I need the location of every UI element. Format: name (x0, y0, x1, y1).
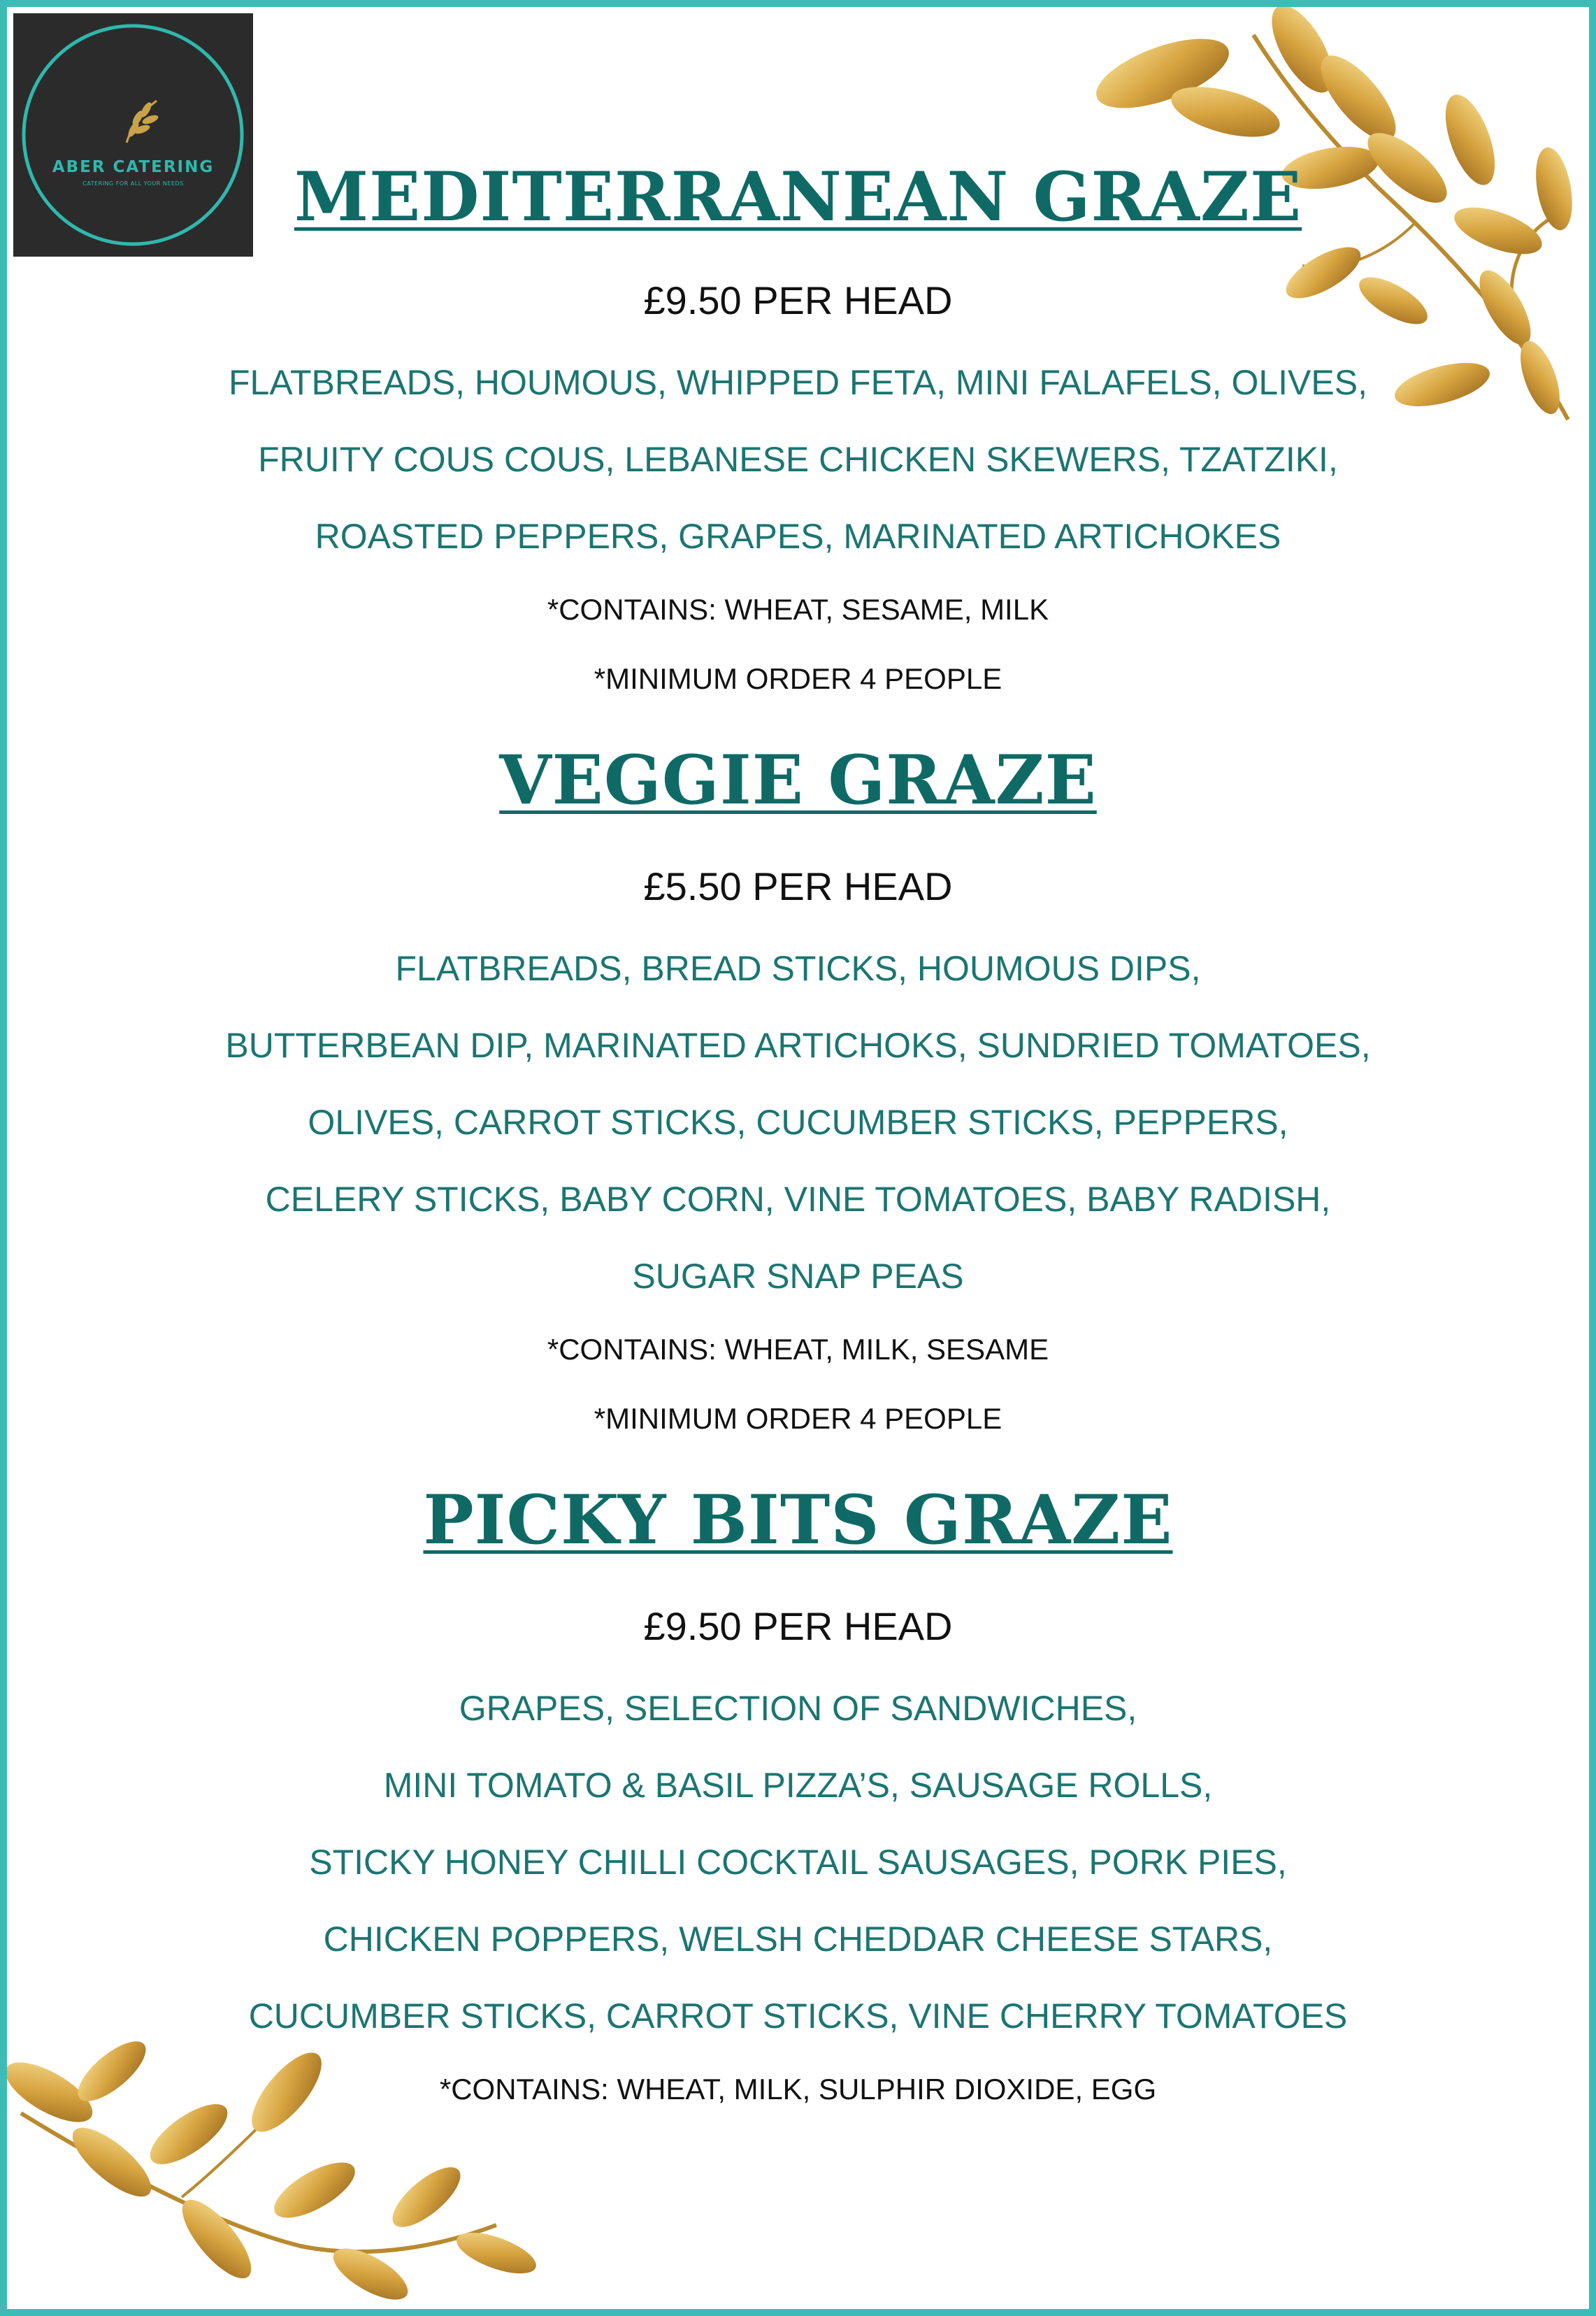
logo-brand-name: ABER CATERING (52, 158, 215, 176)
menu-items-line: GRAPES, SELECTION OF SANDWICHES, (459, 1689, 1137, 1728)
menu-items-line: CHICKEN POPPERS, WELSH CHEDDAR CHEESE STARS, (323, 1920, 1273, 1959)
menu-items-line: BUTTERBEAN DIP, MARINATED ARTICHOKS, SUNDRIED TOMATOES, (225, 1026, 1371, 1065)
section-price-picky-bits: £9.50 PER HEAD (643, 1604, 953, 1648)
menu-items-line: FRUITY COUS COUS, LEBANESE CHICKEN SKEWERS, TZATZIKI, (258, 440, 1338, 479)
golden-leaves-bottom-decoration (7, 2015, 552, 2309)
menu-items-line: MINI TOMATO & BASIL PIZZA’S, SAUSAGE ROLLS, (383, 1766, 1213, 1805)
section-title-veggie: VEGGIE GRAZE (499, 741, 1097, 820)
menu-items-line: CELERY STICKS, BABY CORN, VINE TOMATOES, BABY RADISH, (265, 1180, 1331, 1219)
menu-items-line: STICKY HONEY CHILLI COCKTAIL SAUSAGES, PORK PIES, (309, 1843, 1287, 1882)
menu-items-line: ROASTED PEPPERS, GRAPES, MARINATED ARTICHOKES (315, 517, 1281, 556)
menu-items-line: SUGAR SNAP PEAS (632, 1257, 964, 1296)
section-price-veggie: £5.50 PER HEAD (643, 864, 953, 908)
logo-tagline: CATERING FOR ALL YOUR NEEDS (82, 180, 184, 187)
allergen-note: *CONTAINS: WHEAT, MILK, SESAME (547, 1333, 1049, 1366)
menu-items-line: FLATBREADS, HOUMOUS, WHIPPED FETA, MINI FALAFELS, OLIVES, (228, 363, 1367, 402)
menu-items-line: FLATBREADS, BREAD STICKS, HOUMOUS DIPS, (395, 949, 1201, 988)
menu-items-line: OLIVES, CARROT STICKS, CUCUMBER STICKS, PEPPERS, (308, 1103, 1288, 1142)
section-price-mediterranean: £9.50 PER HEAD (643, 278, 953, 322)
minimum-order-note: *MINIMUM ORDER 4 PEOPLE (594, 1402, 1002, 1435)
section-title-picky-bits: PICKY BITS GRAZE (423, 1480, 1173, 1559)
minimum-order-note: *MINIMUM ORDER 4 PEOPLE (594, 662, 1002, 695)
allergen-note: *CONTAINS: WHEAT, MILK, SULPHIR DIOXIDE, EGG (439, 2073, 1157, 2106)
section-title-mediterranean: MEDITERRANEAN GRAZE (294, 157, 1302, 236)
menu-items-line: CUCUMBER STICKS, CARROT STICKS, VINE CHERRY TOMATOES (248, 1996, 1348, 2036)
allergen-note: *CONTAINS: WHEAT, SESAME, MILK (547, 593, 1049, 626)
